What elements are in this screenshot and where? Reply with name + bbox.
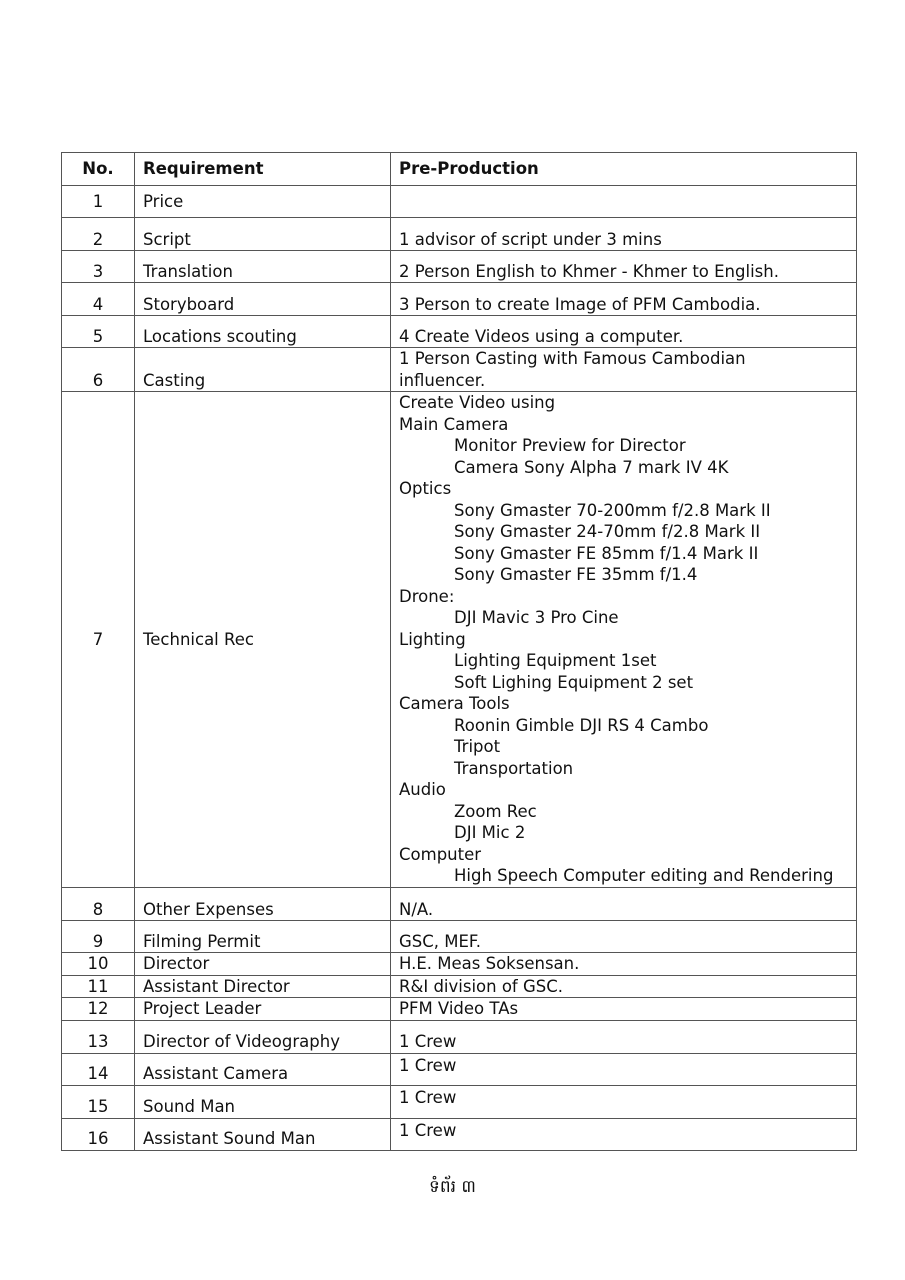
pre-production-line: Optics	[399, 479, 452, 498]
row-number: 2	[62, 218, 135, 251]
table-row	[62, 1085, 857, 1118]
row-number: 16	[62, 1118, 135, 1150]
pre-production-line: 3 Person to create Image of PFM Cambodia.	[399, 294, 761, 314]
pre-production-cell	[391, 316, 857, 348]
pre-production-line: Soft Lighing Equipment 2 set	[454, 672, 694, 692]
pre-production-cell	[391, 975, 857, 998]
pre-production-line: N/A.	[399, 899, 434, 919]
pre-production-line: 1 Crew	[399, 1055, 457, 1075]
pre-production-cell	[391, 998, 857, 1021]
pre-production-line: 4 Create Videos using a computer.	[399, 326, 684, 346]
row-number: 13	[62, 1020, 135, 1053]
pre-production-cell	[391, 186, 857, 218]
pre-production-line: Monitor Preview for Director	[454, 436, 686, 455]
pre-production-line: 1 Person Casting with Famous Cambodian	[399, 349, 746, 368]
pre-production-line: Tripot	[454, 737, 501, 756]
requirement-cell: Technical Rec	[135, 392, 391, 888]
row-number: 12	[62, 998, 135, 1021]
requirement-cell: Project Leader	[135, 998, 391, 1021]
pre-production-line: DJI Mic 2	[454, 823, 526, 842]
row-number: 6	[62, 348, 135, 392]
pre-production-cell	[391, 888, 857, 921]
table-row	[62, 283, 857, 316]
pre-production-line: 1 Crew	[399, 1120, 457, 1140]
pre-production-line: Sony Gmaster FE 35mm f/1.4	[454, 565, 698, 584]
pre-production-line: Sony Gmaster FE 85mm f/1.4 Mark II	[454, 543, 759, 563]
pre-production-line: 2 Person English to Khmer - Khmer to English.	[399, 261, 779, 281]
requirement-cell: Other Expenses	[135, 888, 391, 921]
pre-production-line: DJI Mavic 3 Pro Cine	[454, 608, 619, 627]
row-number: 8	[62, 888, 135, 921]
pre-production-line: Lighting Equipment 1set	[454, 651, 657, 670]
pre-production-line: Camera Tools	[399, 694, 510, 713]
table-row	[62, 251, 857, 283]
pre-production-line: Create Video using	[399, 393, 556, 412]
header-requirement: Requirement	[135, 153, 391, 186]
table-header-row	[62, 153, 857, 186]
requirement-cell: Script	[135, 218, 391, 251]
pre-production-line: GSC, MEF.	[399, 931, 482, 951]
row-number: 10	[62, 953, 135, 976]
pre-production-cell	[391, 251, 857, 283]
table-body	[62, 186, 857, 1151]
row-number: 3	[62, 251, 135, 283]
pre-production-line: Transportation	[454, 758, 574, 778]
requirement-cell: Locations scouting	[135, 316, 391, 348]
requirements-table	[61, 152, 857, 1151]
header-no: No.	[62, 153, 135, 186]
table-row	[62, 888, 857, 921]
requirement-cell: Translation	[135, 251, 391, 283]
pre-production-line: Audio	[399, 780, 446, 799]
pre-production-line: 1 Crew	[399, 1087, 457, 1107]
pre-production-line: R&I division of GSC.	[399, 976, 564, 996]
row-number: 5	[62, 316, 135, 348]
row-number: 9	[62, 921, 135, 953]
pre-production-line: PFM Video TAs	[399, 999, 519, 1018]
pre-production-line: High Speech Computer editing and Rendering	[454, 866, 834, 885]
requirement-cell: Assistant Camera	[135, 1053, 391, 1085]
table-row	[62, 392, 857, 888]
row-number: 14	[62, 1053, 135, 1085]
requirement-cell: Director of Videography	[135, 1020, 391, 1053]
pre-production-line: influencer.	[399, 370, 486, 390]
pre-production-cell	[391, 392, 857, 888]
pre-production-cell	[391, 1020, 857, 1053]
pre-production-line: Zoom Rec	[454, 801, 537, 821]
page-number: ទំព័រ ៣	[429, 1177, 476, 1197]
pre-production-line: 1 advisor of script under 3 mins	[399, 229, 662, 249]
pre-production-line: Computer	[399, 844, 482, 864]
table-row	[62, 953, 857, 976]
pre-production-line: Lighting	[399, 629, 466, 649]
row-number: 4	[62, 283, 135, 316]
pre-production-line: Sony Gmaster 70-200mm f/2.8 Mark II	[454, 500, 771, 520]
pre-production-cell	[391, 921, 857, 953]
requirement-cell: Assistant Sound Man	[135, 1118, 391, 1150]
row-number: 11	[62, 975, 135, 998]
table-row	[62, 348, 857, 392]
table-row	[62, 1020, 857, 1053]
requirement-cell: Storyboard	[135, 283, 391, 316]
pre-production-cell	[391, 1053, 857, 1085]
pre-production-line: Camera Sony Alpha 7 mark IV 4K	[454, 457, 729, 477]
pre-production-line: Roonin Gimble DJI RS 4 Cambo	[454, 715, 709, 735]
table-row	[62, 1053, 857, 1085]
pre-production-cell	[391, 218, 857, 251]
table-row	[62, 186, 857, 218]
row-number: 1	[62, 186, 135, 218]
pre-production-line: Sony Gmaster 24-70mm f/2.8 Mark II	[454, 522, 761, 541]
header-pre-production: Pre-Production	[391, 153, 857, 186]
pre-production-cell	[391, 953, 857, 976]
pre-production-cell	[391, 348, 857, 392]
requirement-cell: Price	[135, 186, 391, 218]
requirement-cell: Filming Permit	[135, 921, 391, 953]
requirement-cell: Sound Man	[135, 1085, 391, 1118]
requirement-cell: Director	[135, 953, 391, 976]
pre-production-cell	[391, 1118, 857, 1150]
requirement-cell: Assistant Director	[135, 975, 391, 998]
pre-production-line: Main Camera	[399, 414, 509, 434]
row-number: 7	[62, 392, 135, 888]
table-row	[62, 975, 857, 998]
pre-production-line: Drone:	[399, 586, 455, 606]
row-number: 15	[62, 1085, 135, 1118]
table-row	[62, 316, 857, 348]
table-row	[62, 1118, 857, 1150]
table-row	[62, 998, 857, 1021]
table-row	[62, 921, 857, 953]
pre-production-cell	[391, 283, 857, 316]
table-row	[62, 218, 857, 251]
pre-production-line: H.E. Meas Soksensan.	[399, 954, 580, 973]
pre-production-line: 1 Crew	[399, 1032, 457, 1051]
pre-production-cell	[391, 1085, 857, 1118]
requirement-cell: Casting	[135, 348, 391, 392]
